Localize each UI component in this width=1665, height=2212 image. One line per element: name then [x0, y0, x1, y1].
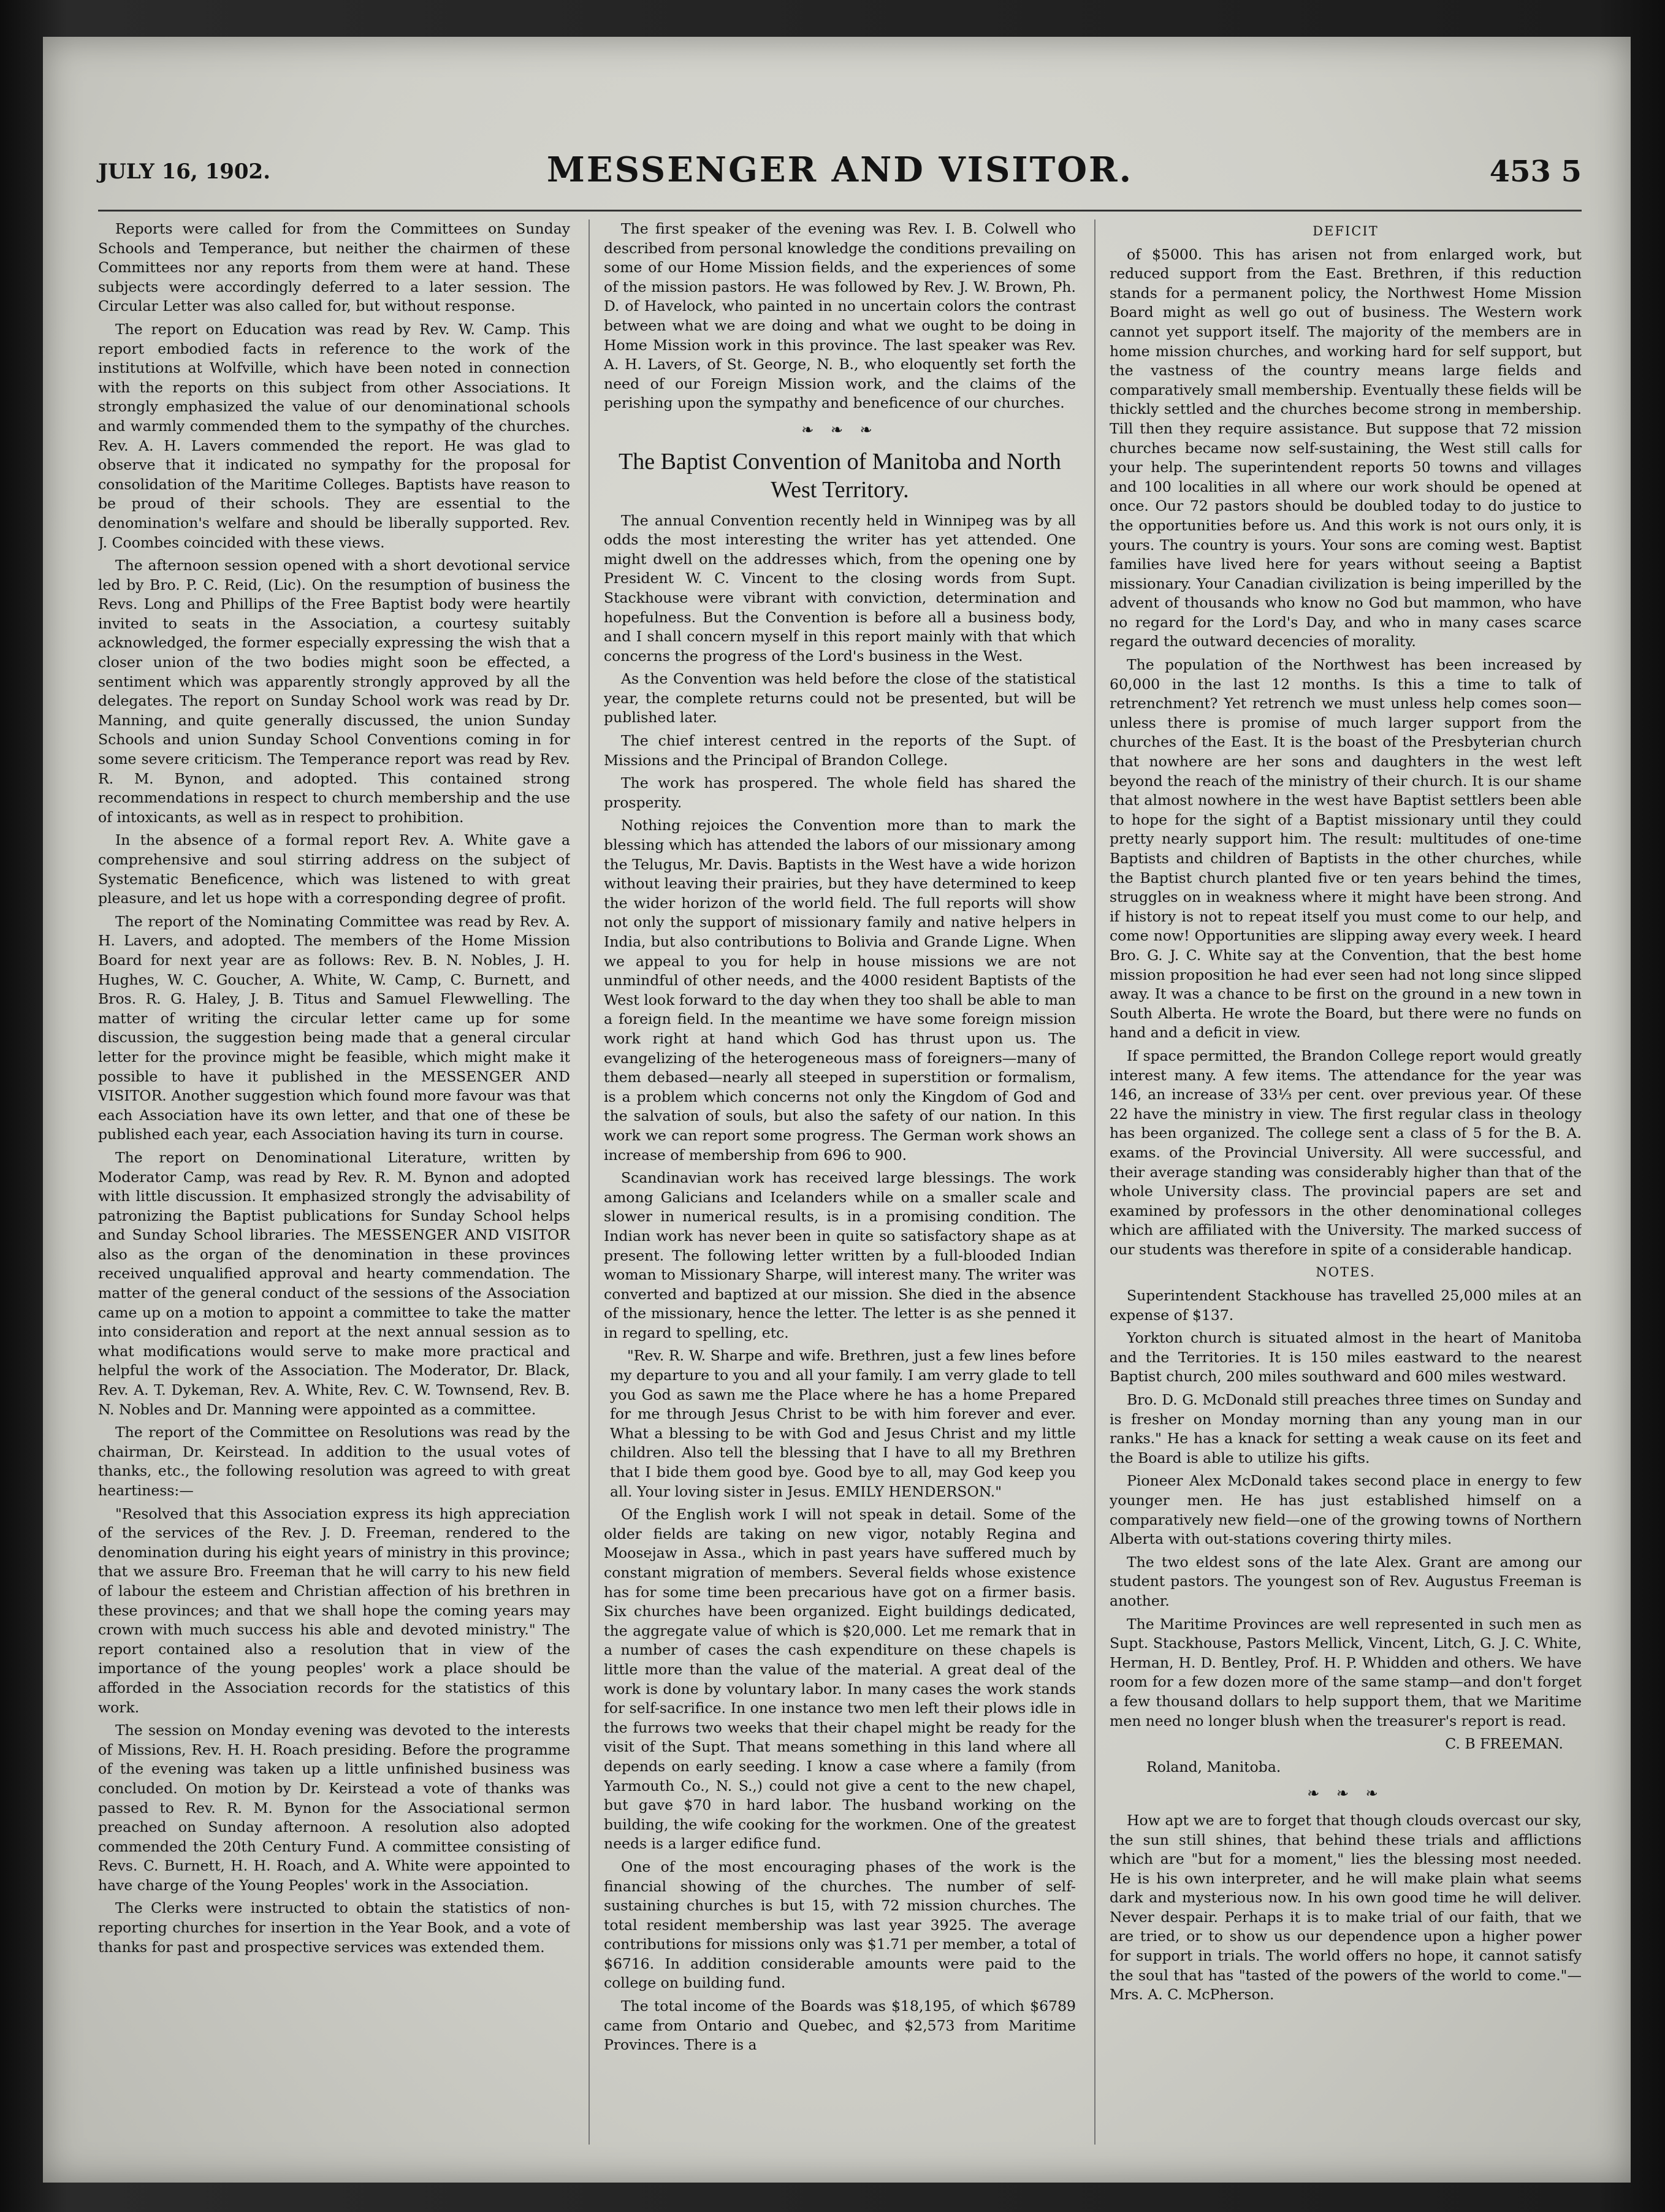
paragraph: Superintendent Stackhouse has travelled 25,000 miles at an expense of $137. [1110, 1287, 1582, 1324]
paragraph: As the Convention was held before the close of the statistical year, the complete returns could not be presented, but will be published later. [604, 670, 1076, 727]
paragraph: The total income of the Boards was $18,195, of which $6789 came from Ontario and Quebec, and $2,573 from Maritime Provinces. There is a [604, 1997, 1076, 2054]
paragraph: The annual Convention recently held in Winnipeg was by all odds the most interesting the writer has yet attended. One might dwell on the addresses which, from the opening one by President W. C. Vincent to the closing words from Supt. Stackhouse were vibrant with conviction, determination and hopefulness. But the Convention is before all a business body, and I shall concern myself in this report mainly with that which concerns the progress of the Lord's business in the West. [604, 511, 1076, 665]
paragraph: The Maritime Provinces are well represented in such men as Supt. Stackhouse, Pastors Mellick, Vincent, Litch, G. J. C. White, Herman, H. D. Bentley, Prof. H. P. Whidden and others. We have room for a few dozen more of the same stamp—and don't forget a few thousand dollars to help support them, that we Maritime men need no longer blush when the treasurer's report is read. [1110, 1615, 1582, 1730]
paragraph: The afternoon session opened with a short devotional service led by Bro. P. C. Reid, (Lic). On the resumption of business the Revs. Long and Phillips of the Free Baptist body were heartily invited to seats in the Association, a courtesy suitably acknowledged, the former especially expressing the wish that a closer union of the two bodies might soon be effected, a sentiment which was apparently strongly approved by all the delegates. The report on Sunday School work was read by Dr. Manning, and quite generally discussed, the union Sunday Schools and union Sunday School Conventions coming in for some severe criticism. The Temperance report was read by Rev. R. M. Bynon, and adopted. This contained strong recommendations in respect to church membership and the use of intoxicants, as well as in respect to prohibition. [98, 557, 570, 826]
paragraph: In the absence of a formal report Rev. A. White gave a comprehensive and soul stirring address on the subject of Systematic Beneficence, which was listened to with great pleasure, and let us hope with a corresponding degree of profit. [98, 831, 570, 907]
paragraph: The population of the Northwest has been increased by 60,000 in the last 12 months. Is this a time to talk of retrenchment? Yet retrench we must unless help comes soon—unless there is promise of much larger support from the churches of the East. It is the boast of the Presbyterian church that nowhere are her sons and daughters in the west left beyond the reach of the ministry of their church. It is our shame that almost nowhere in the west have Baptist settlers been able to hope for the sight of a Baptist missionary until they could pretty nearly support him. The result: multitudes of one-time Baptists and children of Baptists in the other churches, while the Baptist church planted five or ten years behind the times, struggles on in weakness where it might have been strong. And if history is not to repeat itself you must come to our help, and come now! Opportunities are slipping away every week. I heard Bro. G. J. C. White say at the Convention, that the best home mission proposition he had ever seen had not long since slipped away. It was a chance to be first on the ground in a new town in South Alberta. He wrote the Board, but there were no funds on hand and a deficit in view. [1110, 656, 1582, 1042]
paragraph: The report on Education was read by Rev. W. Camp. This report embodied facts in reference to the work of the institutions at Wolfville, which have been noted in connection with the reports on this subject from other Associations. It strongly emphasized the value of our denominational schools and warmly commended them to the sympathy of the churches. Rev. A. H. Lavers commended the report. He was glad to observe that it indicated no sympathy for the proposal for consolidation of the Maritime Colleges. Baptists have reason to be proud of their schools. They are essential to the denomination's welfare and should be liberally supported. Rev. J. Coombes coincided with these views. [98, 320, 570, 551]
paragraph: Nothing rejoices the Convention more than to mark the blessing which has attended the labors of our missionary among the Telugus, Mr. Davis. Baptists in the West have a wide horizon without leaving their prairies, but they have determined to keep the wider horizon of the world field. The full reports will show not only the support of missionary family and native helpers in India, but also contributions to Bolivia and Grande Ligne. When we appeal to you for help in house missions we are not unmindful of other needs, and the 4000 resident Baptists of the West look forward to the day when they too shall be able to man a foreign field. In the meantime we have some foreign mission work right at hand which God has thrust upon us. The evangelizing of the heterogeneous mass of foreigners—many of them debased—nearly all steeped in superstition or formalism, is a problem which concerns not only the Kingdom of God and the salvation of souls, but also the safety of our nation. In this work we can report some progress. The German work shows an increase of membership from 696 to 900. [604, 817, 1076, 1164]
quoted-letter: "Rev. R. W. Sharpe and wife. Brethren, just a few lines before my departure to you and all your family. I am verry glade to tell you God as sawn me the Place where he has a home Prepared for me through Jesus Christ to be with him forever and ever. What a blessing to be with God and Jesus Christ and my little children. Also tell the blessing that I have to all my Brethren that I bide them good bye. Good bye to all, may God keep you all. Your loving sister in Jesus. EMILY HENDERSON." [610, 1347, 1076, 1500]
paragraph: If space permitted, the Brandon College report would greatly interest many. A few items. The attendance for the year was 146, an increase of 33⅓ per cent. over previous year. Of these 22 have the ministry in view. The first regular class in theology has been organized. The college sent a class of 5 for the B. A. exams. of the Provincial University. All were successful, and their average standing was considerably higher than that of the whole University class. The provincial papers are set and examined by professors in the other denominational colleges which are affiliated with the University. The marked success of our students was therefore in spite of a considerable handicap. [1110, 1047, 1582, 1258]
paragraph: How apt we are to forget that though clouds overcast our sky, the sun still shines, that behind these trials and afflictions which are "but for a moment," lies the blessing most needed. He is his own interpreter, and he will make plain what seems dark and mysterious now. In his own good time he will deliver. Never despair. Perhaps it is to make trial of our faith, that we are tried, or to show us our dependence upon a higher power for support in trials. The world offers no hope, it cannot satisfy the soul that has "tasted of the powers of the world to come."—Mrs. A. C. McPherson. [1110, 1811, 1582, 2004]
author-signature: C. B FREEMAN. [1445, 1735, 1563, 1753]
column-divider [1094, 219, 1095, 2145]
section-ornament: ❧ ❧ ❧ [1307, 1785, 1384, 1802]
issue-date: JULY 16, 1902. [98, 159, 271, 184]
dateline-place: Roland, Manitoba. [1146, 1758, 1281, 1775]
masthead [98, 141, 1582, 208]
column-2 [604, 219, 1076, 2157]
column-1 [98, 219, 570, 2157]
deficit-subhead: DEFICIT [1313, 224, 1379, 238]
paragraph: Of the English work I will not speak in detail. Some of the older fields are taking on new vigor, notably Regina and Moosejaw in Assa., which in past years have suffered much by constant migration of members. Several fields whose existence has for some time been precarious have got on a firmer basis. Six churches have been organized. Eight buildings dedicated, the aggregate value of which is $20,000. Let me remark that in a number of cases the cash expenditure on these chapels is little more than the value of the material. A great deal of the work is done by voluntary labor. In many cases the work stands for self-sacrifice. In one instance two men left their plows idle in the furrows two weeks that their chapel might be ready for the visit of the Supt. That means something in this land where all depends on early seeding. I know a case where a family (from Yarmouth Co., N. S.,) could not give a cent to the new chapel, but gave $70 in hard labor. The husband working on the building, the wife cooking for the workmen. One of the greatest needs is a larger edifice fund. [604, 1506, 1076, 1853]
notes-subhead: NOTES. [1316, 1265, 1376, 1280]
paragraph: Reports were called for from the Committees on Sunday Schools and Temperance, but neither the chairmen of these Committees nor any reports from them were at hand. These subjects were accordingly deferred to a later session. The Circular Letter was also called for, but without response. [98, 220, 570, 315]
paragraph: The Clerks were instructed to obtain the statistics of non-reporting churches for insertion in the Year Book, and a vote of thanks for past and prospective services was extended them. [98, 1899, 570, 1956]
page-number: 453 5 [1489, 154, 1582, 189]
paragraph: The session on Monday evening was devoted to the interests of Missions, Rev. H. H. Roach presiding. Before the programme of the evening was taken up a little unfinished business was concluded. On motion by Dr. Keirstead a vote of thanks was passed to Rev. R. M. Bynon for the Associational sermon preached on Sunday afternoon. A resolution also adopted commended the 20th Century Fund. A committee consisting of Revs. C. Burnett, H. H. Roach, and A. White were appointed to have charge of the Young Peoples' work in the Association. [98, 1722, 570, 1894]
article-heading: The Baptist Convention of Manitoba and North West Territory. [619, 448, 1061, 503]
section-ornament: ❧ ❧ ❧ [801, 421, 878, 438]
newspaper-page [43, 37, 1631, 2183]
paragraph: of $5000. This has arisen not from enlarged work, but reduced support from the East. Brethren, if this reduction stands for a permanent policy, the Northwest Home Mission Board might as well go out of business. The Western work cannot yet support itself. The majority of the members are in home mission churches, and working hard for self support, but the vastness of the country means large fields and comparatively small membership. Eventually these fields will be thickly settled and the churches become strong in membership. Till then they require assistance. But suppose that 72 mission churches became now self-sustaining, the West still calls for your help. The superintendent reports 50 towns and villages and 100 localities in all where our work should be opened at once. Our 72 pastors should be doubled today to do justice to the opportunities before us. And this work is not ours only, it is yours. The country is yours. Your sons are coming west. Baptist families have lived here for years without seeing a Baptist missionary. Your Canadian civilization is being imperilled by the advent of thousands who know no God but mammon, who have no regard for the Lord's Day, and who in many cases scarce regard the outward decencies of morality. [1110, 245, 1582, 650]
paragraph: One of the most encouraging phases of the work is the financial showing of the churches. The number of self-sustaining churches is but 15, with 72 mission churches. The total resident membership was last year 3925. The average contributions for missions only was $1.71 per member, a total of $6716. In addition considerable amounts were paid to the college on building fund. [604, 1858, 1076, 1992]
paragraph: The report of the Nominating Committee was read by Rev. A. H. Lavers, and adopted. The members of the Home Mission Board for next year are as follows: Rev. B. N. Nobles, J. H. Hughes, W. C. Goucher, A. White, W. Camp, C. Burnett, and Bros. R. G. Haley, J. B. Titus and Samuel Flewwelling. The matter of writing the circular letter came up for some discussion, the suggestion being made that a general circular letter for the province might be feasible, which might make it possible to have it published in the MESSENGER AND VISITOR. Another suggestion which found more favour was that each Association have its own letter, and that one of these be published each year, each Association having its turn in course. [98, 912, 570, 1143]
publication-title: MESSENGER AND VISITOR. [546, 150, 1133, 190]
paragraph: The first speaker of the evening was Rev. I. B. Colwell who described from personal knowledge the conditions prevailing on some of our Home Mission fields, and the experiences of some of the mission pastors. He was followed by Rev. J. W. Brown, Ph. D. of Havelock, who painted in no uncertain colors the contrast between what we are doing and what we ought to be doing in Home Mission work in this province. The last speaker was Rev. A. H. Lavers, of St. George, N. B., who eloquently set forth the need of our Foreign Mission work, and the claims of the perishing upon the sympathy and beneficence of our churches. [604, 220, 1076, 412]
paragraph: The two eldest sons of the late Alex. Grant are among our student pastors. The youngest son of Rev. Augustus Freeman is another. [1110, 1553, 1582, 1609]
paragraph: The report on Denominational Literature, written by Moderator Camp, was read by Rev. R. M. Bynon and adopted with little discussion. It emphasized strongly the advisability of patronizing the Baptist publications for Sunday School helps and Sunday School libraries. The MESSENGER AND VISITOR also as the organ of the denomination in these provinces received unqualified approval and hearty commendation. The matter of the general conduct of the sessions of the Association came up on a motion to appoint a committee to take the matter into consideration and report at the next annual session as to what modifications would serve to make more practical and helpful the work of the Association. The Moderator, Dr. Black, Rev. A. T. Dykeman, Rev. A. White, Rev. C. W. Townsend, Rev. B. N. Nobles and Dr. Manning were appointed as a committee. [98, 1148, 570, 1418]
paragraph: Scandinavian work has received large blessings. The work among Galicians and Icelanders while on a smaller scale and slower in numerical results, is in a promising condition. The Indian work has never been in quite so satisfactory shape as at present. The following letter written by a full-blooded Indian woman to Missionary Sharpe, will interest many. The writer was converted and baptized at our mission. She died in the absence of the missionary, hence the letter. The letter is as she penned it in regard to spelling, etc. [604, 1169, 1076, 1341]
paragraph: Yorkton church is situated almost in the heart of Manitoba and the Territories. It is 150 miles eastward to the nearest Baptist church, 200 miles southward and 600 miles westward. [1110, 1329, 1582, 1386]
header-rule [98, 210, 1582, 212]
paragraph: Bro. D. G. McDonald still preaches three times on Sunday and is fresher on Monday morning than any young man in our ranks." He has a knack for setting a weak cause on its feet and the Board is able to utilize his gifts. [1110, 1391, 1582, 1466]
column-divider [589, 219, 590, 2145]
column-3 [1110, 219, 1582, 2157]
paragraph: The work has prospered. The whole field has shared the prosperity. [604, 774, 1076, 811]
paragraph: The chief interest centred in the reports of the Supt. of Missions and the Principal of Brandon College. [604, 732, 1076, 769]
paragraph: The report of the Committee on Resolutions was read by the chairman, Dr. Keirstead. In addition to the usual votes of thanks, etc., the following resolution was agreed to with great heartiness:— [98, 1424, 570, 1499]
resolution-quote: "Resolved that this Association express its high appreciation of the services of the Rev. J. D. Freeman, rendered to the denomination during his eight years of ministry in this province; that we assure Bro. Freeman that he will carry to his new field of labour the esteem and Christian affection of his brethren in these provinces; and that we shall hope the coming years may crown with much success his able and devoted ministry." The report contained also a resolution that in view of the importance of the young peoples' work a place should be afforded in the Association records for the statistics of this work. [98, 1505, 570, 1716]
paragraph: Pioneer Alex McDonald takes second place in energy to few younger men. He has just established himself on a comparatively new field—one of the growing towns of Northern Alberta with out-stations covering thirty miles. [1110, 1472, 1582, 1548]
